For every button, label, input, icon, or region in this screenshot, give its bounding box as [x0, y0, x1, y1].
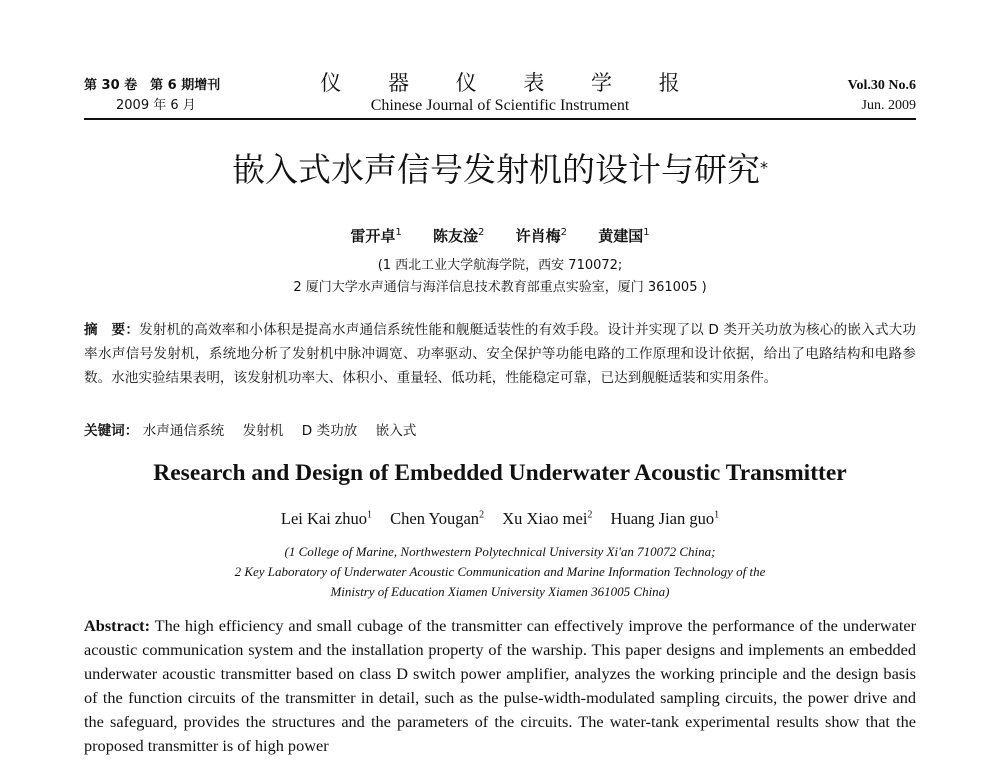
journal-header	[84, 70, 916, 118]
affiliation-cn-1: (1 西北工业大学航海学院，西安 710072;	[377, 258, 623, 273]
abstract-cn-label: 摘 要：	[84, 322, 140, 338]
date-en: Jun. 2009	[861, 98, 916, 113]
author-en: Chen Yougan$^2$	[390, 508, 485, 528]
volume-en: Vol.30 No.6	[847, 78, 916, 93]
author-cn: 陈友淦$^2$	[432, 227, 485, 245]
paper-title-en: Research and Design of Embedded Underwater Acoustic Transmitter	[153, 460, 847, 486]
affiliation-en-2: 2 Key Laboratory of Underwater Acoustic Communication and Marine Information Technology of the	[234, 564, 766, 579]
issue-info-cn	[84, 76, 220, 116]
author-en: Lei Kai zhuo$^1$	[280, 508, 372, 528]
author-list-en	[84, 503, 916, 531]
abstract-en-label: Abstract:	[84, 616, 151, 635]
header-rule	[84, 118, 916, 120]
affiliation-en-1: (1 College of Marine, Northwestern Polytechnical University Xi'an 710072 China;	[284, 544, 716, 559]
date-cn: 2009 年 6 月	[116, 98, 196, 113]
author-cn: 黄建国$^1$	[598, 227, 650, 245]
author-en: Xu Xiao mei$^2$	[502, 508, 593, 528]
keywords-cn	[84, 420, 916, 442]
author-cn: 雷开卓$^1$	[350, 227, 402, 245]
journal-name	[284, 70, 716, 116]
abstract-en-text: The high efficiency and small cubage of the transmitter can effectively improve the performance of the underwater acoustic communication system and the installation property of the warship. This paper designs and implements an embedded underwater acoustic transmitter based on class D switch power amplifier, analyzes the working principle and the design basis of the function circuits of the transmitter in detail, such as the pulse-width-modulated sampling circuits, the power drive and the safeguard, provides the structures and the parameters of the circuits. The water-tank experimental results show that the proposed transmitter is of high power	[84, 616, 917, 755]
title-footnote-mark: *	[760, 158, 768, 177]
abstract-cn-text: 发射机的高效率和小体积是提高水声通信系统性能和舰艇适装性的有效手段。设计并实现了以 D 类开关功放为核心的嵌入式大功率水声信号发射机，系统地分析了发射机中脉冲调宽、功率驱动、安全保护等功能电路的工作原理和设计依据，给出了电路结构和电路参数。水池实验结果表明，该发射机功率大、体积小、重量轻、低功耗，性能稳定可靠，已达到舰艇适装和实用条件。	[84, 322, 917, 386]
author-list-cn	[84, 222, 916, 247]
paper-title-cn	[84, 148, 916, 192]
journal-name-cn: 仪 器 仪 表 学 报	[320, 71, 700, 95]
volume-cn: 第 30 卷 第 6 期增刊	[84, 78, 221, 93]
journal-name-en: Chinese Journal of Scientific Instrument	[370, 97, 630, 114]
keyword: D 类功放	[301, 423, 358, 439]
keyword: 发射机	[242, 423, 284, 439]
affiliation-en-3: Ministry of Education Xiamen University Xiamen 361005 China)	[330, 584, 670, 599]
author-cn: 许肖梅$^2$	[515, 227, 567, 245]
abstract-en	[84, 614, 916, 758]
author-en: Huang Jian guo$^1$	[610, 508, 720, 528]
keyword: 水声通信系统	[142, 423, 225, 439]
affiliation-cn-2: 2 厦门大学水声通信与海洋信息技术教育部重点实验室，厦门 361005 )	[293, 280, 707, 295]
issue-info-en	[848, 76, 916, 116]
abstract-cn	[84, 318, 916, 390]
paper-title-cn-text: 嵌入式水声信号发射机的设计与研究	[232, 150, 760, 189]
keyword: 嵌入式	[375, 423, 417, 439]
keywords-cn-label: 关键词：	[84, 423, 139, 439]
